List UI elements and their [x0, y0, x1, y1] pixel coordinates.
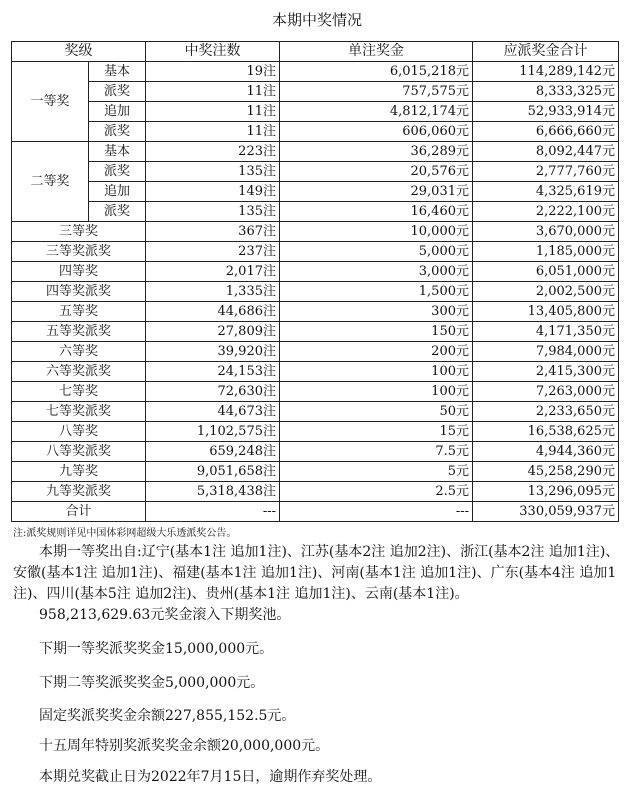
sum-single: --- — [280, 502, 473, 522]
sum-label: 合计 — [12, 502, 146, 522]
total-cell: 4,944,360元 — [473, 442, 619, 462]
winners-paragraph: 本期一等奖出自:辽宁(基本1注 追加1注)、江苏(基本2注 追加2注)、浙江(基本2注 追加1注)、安徽(基本1注 追加1注)、福建(基本1注 追加1注)、河南(基本1注 追加1注)、广东(基本4注 追加1注)、四川(基本5注 追加2注)、贵州(基本1注 追加1注)、云南(基本1注)。 — [13, 544, 620, 602]
total-cell: 7,263,000元 — [473, 382, 619, 402]
total-cell: 8,333,325元 — [473, 82, 619, 102]
total-cell: 2,777,760元 — [473, 162, 619, 182]
count-cell: 5,318,438注 — [146, 482, 280, 502]
prize-table — [11, 41, 619, 522]
table-row — [12, 242, 619, 262]
level-cell: 九等奖派奖 — [12, 482, 146, 502]
table-row — [12, 362, 619, 382]
table-row — [12, 342, 619, 362]
total-cell: 114,289,142元 — [473, 62, 619, 82]
group-label-first: 一等奖 — [12, 62, 89, 142]
single-cell: 2.5元 — [280, 482, 473, 502]
single-cell: 100元 — [280, 362, 473, 382]
total-cell: 13,296,095元 — [473, 482, 619, 502]
pool-paragraph: 958,213,629.63元奖金滚入下期奖池。 — [39, 607, 291, 623]
footnote: 注:派奖规则详见中国体彩网超级大乐透派奖公告。 — [13, 528, 237, 539]
count-cell: 135注 — [146, 162, 280, 182]
single-cell: 7.5元 — [280, 442, 473, 462]
table-row — [12, 182, 619, 202]
sum-total: 330,059,937元 — [473, 502, 619, 522]
single-cell: 6,015,218元 — [280, 62, 473, 82]
table-row — [12, 142, 619, 162]
deadline-paragraph: 本期兑奖截止日为2022年7月15日，逾期作弃奖处理。 — [39, 769, 382, 785]
sub-level: 派奖 — [89, 82, 146, 102]
count-cell: 135注 — [146, 202, 280, 222]
level-cell: 三等奖派奖 — [12, 242, 146, 262]
count-cell: 11注 — [146, 122, 280, 142]
table-row — [12, 462, 619, 482]
count-cell: 9,051,658注 — [146, 462, 280, 482]
count-cell: 1,102,575注 — [146, 422, 280, 442]
single-cell: 5,000元 — [280, 242, 473, 262]
level-cell: 三等奖 — [12, 222, 146, 242]
count-cell: 149注 — [146, 182, 280, 202]
count-cell: 72,630注 — [146, 382, 280, 402]
single-cell: 300元 — [280, 302, 473, 322]
table-row — [12, 302, 619, 322]
group-label-second: 二等奖 — [12, 142, 89, 222]
sum-row — [12, 502, 619, 522]
level-cell: 四等奖派奖 — [12, 282, 146, 302]
count-cell: 44,686注 — [146, 302, 280, 322]
level-cell: 六等奖 — [12, 342, 146, 362]
total-cell: 52,933,914元 — [473, 102, 619, 122]
total-cell: 1,185,000元 — [473, 242, 619, 262]
table-row — [12, 442, 619, 462]
sub-level: 基本 — [89, 62, 146, 82]
level-cell: 九等奖 — [12, 462, 146, 482]
header-single: 单注奖金 — [280, 42, 473, 62]
level-cell: 五等奖派奖 — [12, 322, 146, 342]
table-header-row — [12, 42, 619, 62]
count-cell: 19注 — [146, 62, 280, 82]
level-cell: 六等奖派奖 — [12, 362, 146, 382]
total-cell: 7,984,000元 — [473, 342, 619, 362]
single-cell: 3,000元 — [280, 262, 473, 282]
single-cell: 50元 — [280, 402, 473, 422]
total-cell: 2,233,650元 — [473, 402, 619, 422]
total-cell: 6,666,660元 — [473, 122, 619, 142]
total-cell: 2,415,300元 — [473, 362, 619, 382]
sub-level: 派奖 — [89, 162, 146, 182]
header-count: 中奖注数 — [146, 42, 280, 62]
count-cell: 2,017注 — [146, 262, 280, 282]
count-cell: 1,335注 — [146, 282, 280, 302]
sub-level: 派奖 — [89, 202, 146, 222]
single-cell: 5元 — [280, 462, 473, 482]
single-cell: 4,812,174元 — [280, 102, 473, 122]
total-cell: 45,258,290元 — [473, 462, 619, 482]
level-cell: 五等奖 — [12, 302, 146, 322]
next-first-paragraph: 下期一等奖派奖奖金15,000,000元。 — [39, 641, 274, 657]
table-row — [12, 222, 619, 242]
header-total: 应派奖金合计 — [473, 42, 619, 62]
count-cell: 44,673注 — [146, 402, 280, 422]
fixed-balance-paragraph: 固定奖派奖奖金余额227,855,152.5元。 — [39, 708, 296, 724]
level-cell: 七等奖 — [12, 382, 146, 402]
single-cell: 29,031元 — [280, 182, 473, 202]
level-cell: 七等奖派奖 — [12, 402, 146, 422]
single-cell: 150元 — [280, 322, 473, 342]
header-level: 奖级 — [12, 42, 146, 62]
count-cell: 223注 — [146, 142, 280, 162]
table-row — [12, 322, 619, 342]
table-row — [12, 402, 619, 422]
table-row — [12, 382, 619, 402]
single-cell: 20,576元 — [280, 162, 473, 182]
single-cell: 606,060元 — [280, 122, 473, 142]
table-row — [12, 162, 619, 182]
sub-level: 派奖 — [89, 122, 146, 142]
table-row — [12, 282, 619, 302]
total-cell: 4,325,619元 — [473, 182, 619, 202]
table-row — [12, 122, 619, 142]
table-row — [12, 422, 619, 442]
sub-level: 基本 — [89, 142, 146, 162]
sub-level: 追加 — [89, 102, 146, 122]
total-cell: 3,670,000元 — [473, 222, 619, 242]
next-second-paragraph: 下期二等奖派奖奖金5,000,000元。 — [39, 675, 265, 691]
level-cell: 八等奖派奖 — [12, 442, 146, 462]
count-cell: 11注 — [146, 102, 280, 122]
total-cell: 8,092,447元 — [473, 142, 619, 162]
count-cell: 39,920注 — [146, 342, 280, 362]
table-row — [12, 62, 619, 82]
single-cell: 757,575元 — [280, 82, 473, 102]
table-row — [12, 82, 619, 102]
level-cell: 四等奖 — [12, 262, 146, 282]
single-cell: 200元 — [280, 342, 473, 362]
total-cell: 4,171,350元 — [473, 322, 619, 342]
page-title: 本期中奖情况 — [271, 11, 362, 29]
table-row — [12, 482, 619, 502]
total-cell: 13,405,800元 — [473, 302, 619, 322]
count-cell: 11注 — [146, 82, 280, 102]
single-cell: 1,500元 — [280, 282, 473, 302]
single-cell: 100元 — [280, 382, 473, 402]
table-row — [12, 102, 619, 122]
total-cell: 6,051,000元 — [473, 262, 619, 282]
total-cell: 16,538,625元 — [473, 422, 619, 442]
single-cell: 16,460元 — [280, 202, 473, 222]
single-cell: 15元 — [280, 422, 473, 442]
sum-count: --- — [146, 502, 280, 522]
anniversary-balance-paragraph: 十五周年特别奖派奖奖金余额20,000,000元。 — [39, 738, 330, 754]
count-cell: 367注 — [146, 222, 280, 242]
sub-level: 追加 — [89, 182, 146, 202]
table-row — [12, 262, 619, 282]
single-cell: 10,000元 — [280, 222, 473, 242]
count-cell: 237注 — [146, 242, 280, 262]
level-cell: 八等奖 — [12, 422, 146, 442]
total-cell: 2,222,100元 — [473, 202, 619, 222]
total-cell: 2,002,500元 — [473, 282, 619, 302]
count-cell: 659,248注 — [146, 442, 280, 462]
count-cell: 24,153注 — [146, 362, 280, 382]
single-cell: 36,289元 — [280, 142, 473, 162]
count-cell: 27,809注 — [146, 322, 280, 342]
table-row — [12, 202, 619, 222]
